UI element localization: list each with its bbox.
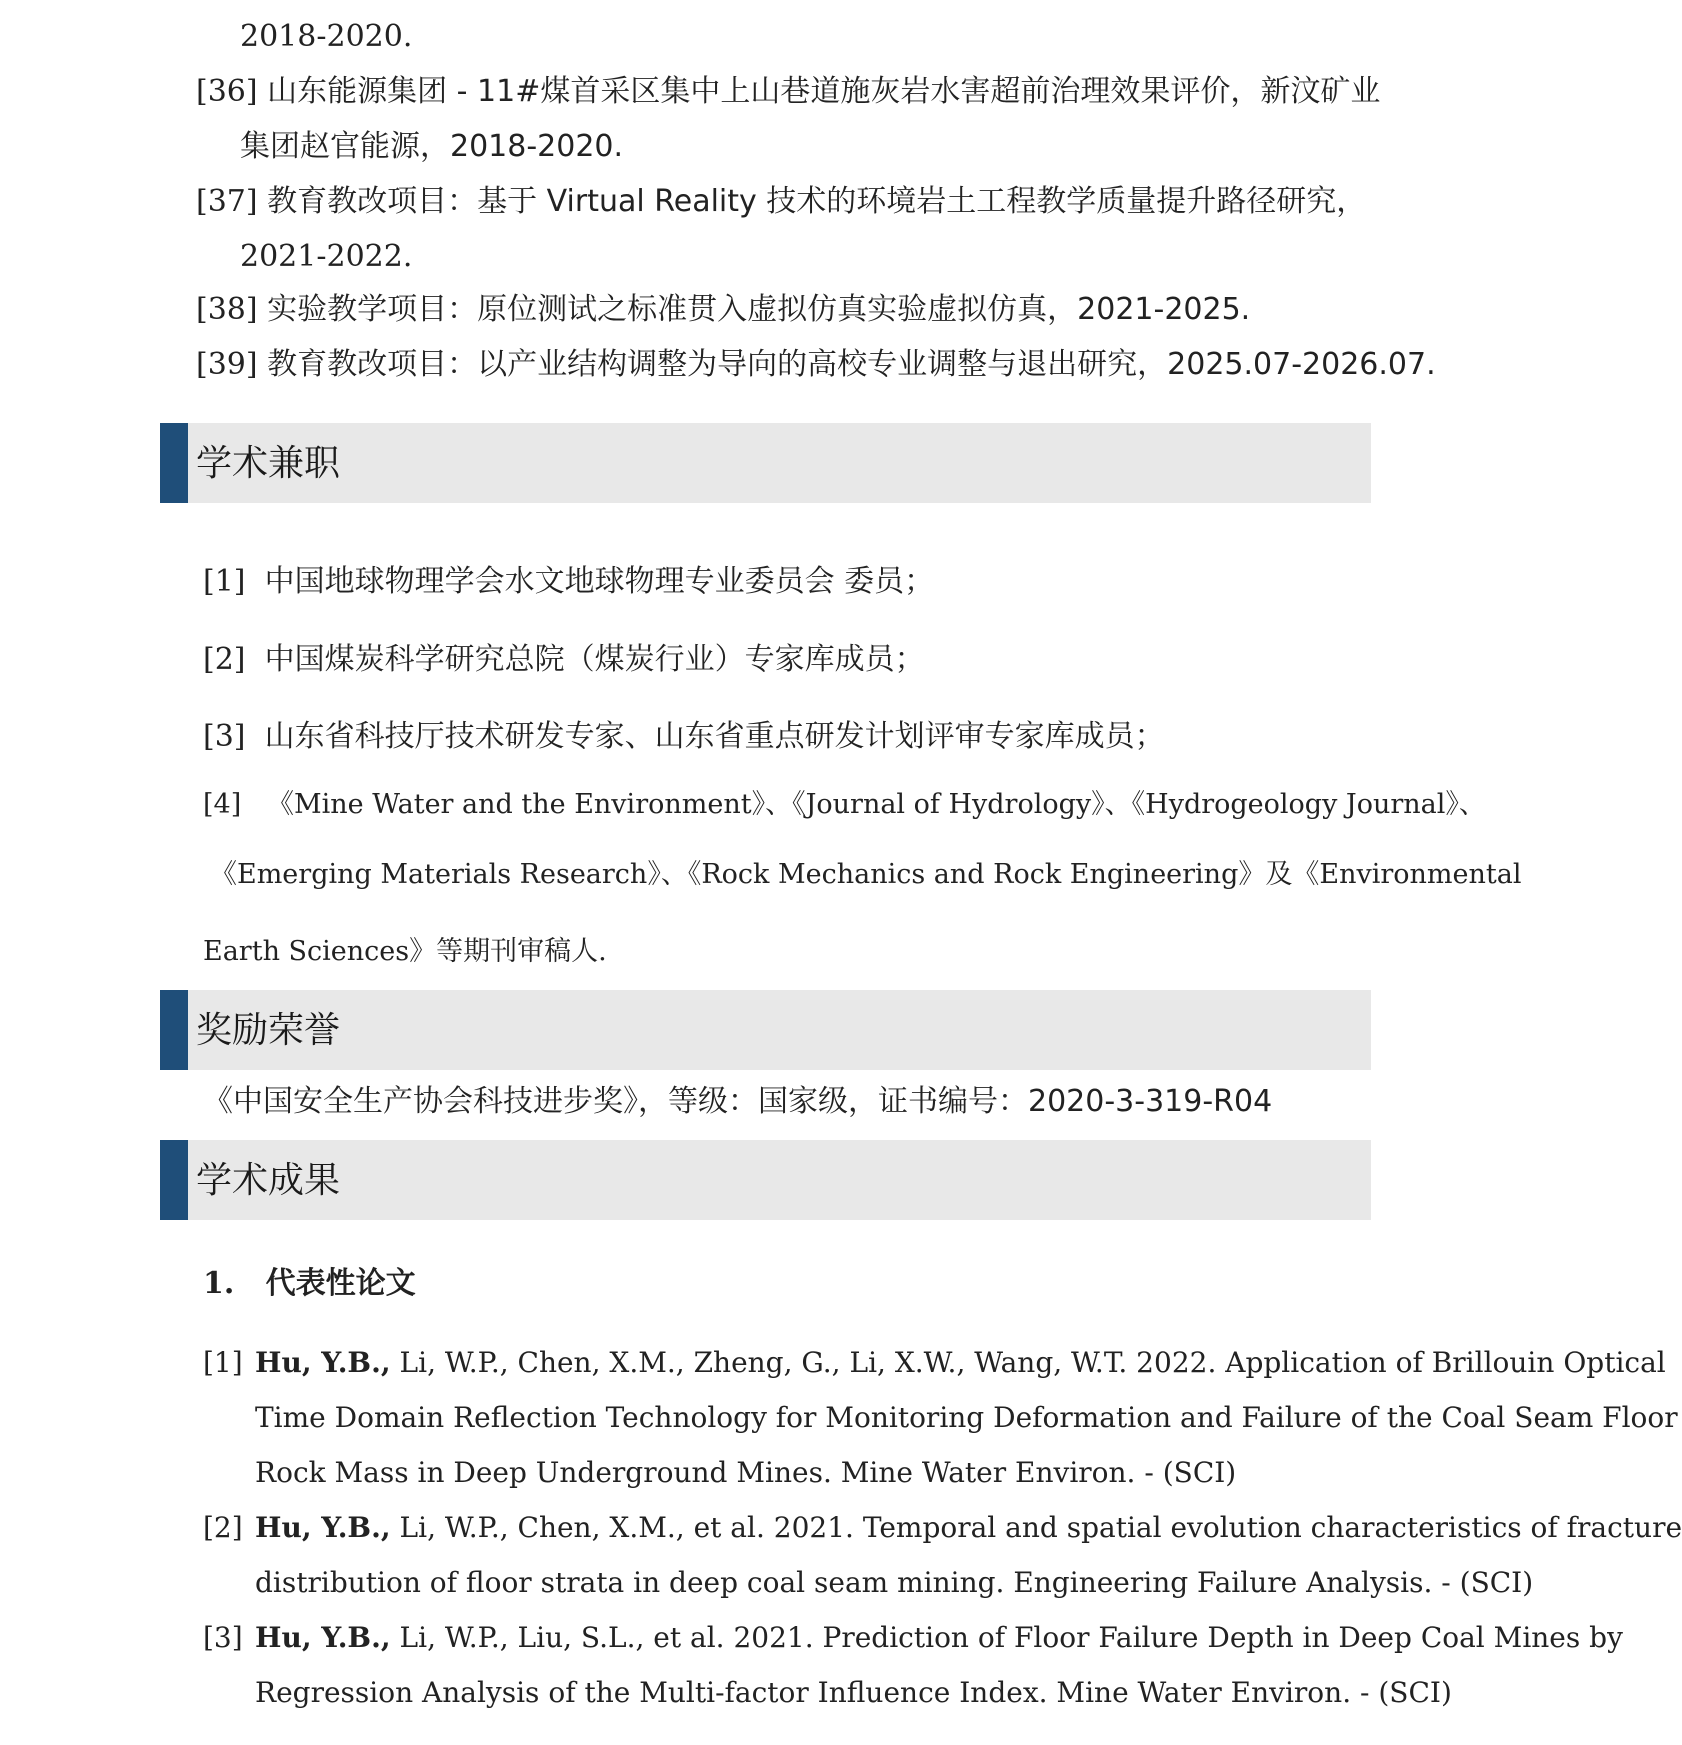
project-36 bbox=[196, 75, 1380, 109]
papers-heading-text: 代表性论文 bbox=[265, 1266, 416, 1301]
section-title: 学术成果 bbox=[196, 1160, 341, 1201]
paper-1-label: [1] bbox=[203, 1346, 243, 1379]
paper-1-line-1 bbox=[255, 1346, 1666, 1380]
project-label: [37] bbox=[196, 184, 258, 219]
role-4-line-2: 《Emerging Materials Research》、《Rock Mechanics and Rock Engineering》及《Environmental bbox=[210, 859, 1522, 890]
paper-citation: Li, W.P., Chen, X.M., et al. 2021. Temporal and spatial evolution characteristics of fracture bbox=[399, 1511, 1682, 1544]
papers-heading-number: 1. bbox=[203, 1266, 235, 1301]
project-label: [38] bbox=[196, 292, 258, 327]
role-4-line-3: Earth Sciences》等期刊审稿人. bbox=[203, 936, 607, 967]
project-text: 山东能源集团 - 11#煤首采区集中上山巷道施灰岩水害超前治理效果评价，新汶矿业 bbox=[267, 74, 1381, 109]
role-label: [1] bbox=[203, 564, 246, 599]
project-39 bbox=[196, 348, 1436, 382]
role-3 bbox=[203, 720, 1165, 754]
paper-2-label: [2] bbox=[203, 1511, 243, 1544]
role-1 bbox=[203, 565, 934, 599]
project-label: [39] bbox=[196, 347, 258, 382]
section-title: 学术兼职 bbox=[196, 443, 341, 484]
paper-3-line-2: Regression Analysis of the Multi-factor Influence Index. Mine Water Environ. - (SCI) bbox=[255, 1676, 1452, 1709]
paper-3-label: [3] bbox=[203, 1621, 243, 1654]
paper-3-line-1 bbox=[255, 1621, 1623, 1655]
section-header-achievements bbox=[160, 1140, 1371, 1220]
role-label: [4] bbox=[203, 789, 242, 820]
project-text: 教育教改项目：基于 Virtual Reality 技术的环境岩土工程教学质量提升路径研究， bbox=[267, 184, 1367, 219]
section-title: 奖励荣誉 bbox=[196, 1010, 341, 1051]
section-header-awards bbox=[160, 990, 1371, 1070]
section-accent-bar bbox=[160, 990, 188, 1070]
project-36-continuation: 集团赵官能源，2018-2020. bbox=[240, 129, 624, 164]
paper-author-highlight: Hu, Y.B., bbox=[255, 1621, 391, 1654]
role-text: 《Mine Water and the Environment》、《Journal of Hydrology》、《Hydrogeology Journal》、 bbox=[267, 789, 1486, 820]
project-37 bbox=[196, 185, 1366, 219]
paper-citation: Li, W.P., Chen, X.M., Zheng, G., Li, X.W., Wang, W.T. 2022. Application of Brillouin Optical bbox=[399, 1346, 1666, 1379]
paper-author-highlight: Hu, Y.B., bbox=[255, 1346, 391, 1379]
paper-2-line-1 bbox=[255, 1511, 1682, 1545]
project-37-continuation: 2021-2022. bbox=[240, 239, 413, 274]
role-text: 山东省科技厅技术研发专家、山东省重点研发计划评审专家库成员； bbox=[264, 719, 1165, 754]
paper-1-line-2: Time Domain Reflection Technology for Monitoring Deformation and Failure of the Coal Seam Floor bbox=[255, 1401, 1678, 1434]
project-38 bbox=[196, 293, 1250, 327]
award-item: 《中国安全生产协会科技进步奖》，等级：国家级，证书编号：2020-3-319-R04 bbox=[203, 1084, 1273, 1119]
project-35-continuation: 2018-2020. bbox=[240, 19, 413, 54]
role-label: [3] bbox=[203, 719, 246, 754]
role-2 bbox=[203, 643, 925, 677]
project-text: 教育教改项目：以产业结构调整为导向的高校专业调整与退出研究，2025.07-2026.07. bbox=[267, 347, 1436, 382]
role-label: [2] bbox=[203, 642, 246, 677]
role-4 bbox=[203, 788, 1486, 822]
papers-heading bbox=[203, 1267, 416, 1301]
section-header-academic-roles bbox=[160, 423, 1371, 503]
section-accent-bar bbox=[160, 423, 188, 503]
role-text: 中国地球物理学会水文地球物理专业委员会 委员； bbox=[264, 564, 935, 599]
project-label: [36] bbox=[196, 74, 258, 109]
paper-author-highlight: Hu, Y.B., bbox=[255, 1511, 391, 1544]
section-accent-bar bbox=[160, 1140, 188, 1220]
paper-1-line-3: Rock Mass in Deep Underground Mines. Mine Water Environ. - (SCI) bbox=[255, 1456, 1237, 1489]
paper-2-line-2: distribution of floor strata in deep coal seam mining. Engineering Failure Analysis. - (SCI) bbox=[255, 1566, 1534, 1599]
paper-citation: Li, W.P., Liu, S.L., et al. 2021. Prediction of Floor Failure Depth in Deep Coal Mines by bbox=[399, 1621, 1623, 1654]
project-text: 实验教学项目：原位测试之标准贯入虚拟仿真实验虚拟仿真，2021-2025. bbox=[267, 292, 1251, 327]
role-text: 中国煤炭科学研究总院（煤炭行业）专家库成员； bbox=[264, 642, 925, 677]
